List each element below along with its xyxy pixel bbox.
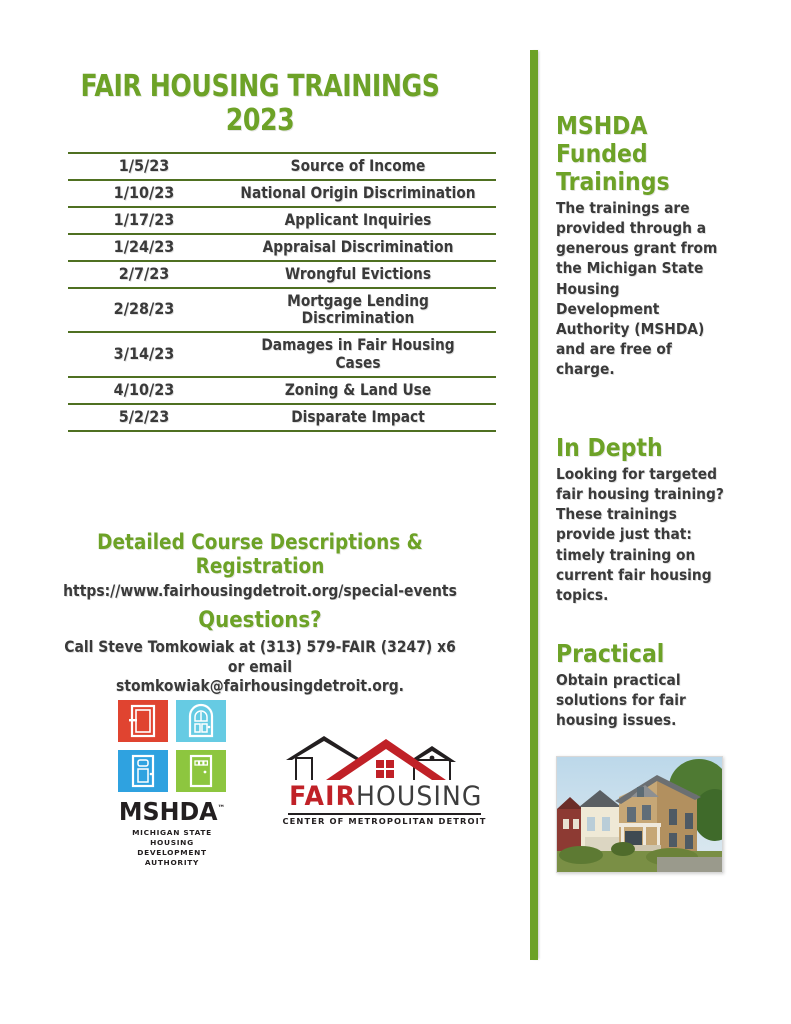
door-tile-blue-icon	[118, 750, 168, 792]
training-topic: Wrongful Evictions	[239, 261, 476, 288]
training-topic: Applicant Inquiries	[239, 207, 476, 234]
training-topic: Appraisal Discrimination	[239, 234, 476, 261]
training-topic: Disparate Impact	[239, 404, 476, 431]
table-bottom-rule-cell	[68, 431, 496, 432]
training-topic: Zoning & Land Use	[239, 377, 476, 404]
table-row	[68, 207, 496, 234]
training-topic: National Origin Discrimination	[239, 180, 476, 207]
table-row	[68, 180, 496, 207]
registration-block	[30, 530, 490, 600]
sidebar-section-in-depth	[556, 434, 746, 605]
table-row	[68, 153, 496, 180]
sidebar-heading-in-depth: In Depth	[556, 433, 663, 462]
table-row	[68, 288, 496, 333]
fair-housing-rooftops-icon	[282, 730, 487, 782]
sidebar-heading-mshda-funded: MSHDA Funded Trainings	[556, 111, 670, 196]
door-tile-cyan-icon	[176, 700, 226, 742]
fair-housing-wordmark	[289, 781, 483, 812]
questions-contact	[60, 637, 460, 696]
training-date: 5/2/23	[76, 404, 213, 431]
door-tile-green-icon	[176, 750, 226, 792]
table-row	[68, 377, 496, 404]
fair-housing-subtitle: CENTER OF METROPOLITAN DETROIT	[282, 816, 487, 826]
fair-housing-logo	[282, 730, 487, 825]
fair-housing-word-housing: HOUSING	[356, 781, 483, 812]
questions-heading: Questions?	[198, 608, 322, 633]
sidebar-section-practical	[556, 640, 746, 730]
sidebar-heading-practical: Practical	[556, 639, 665, 668]
training-date: 4/10/23	[76, 377, 213, 404]
registration-heading: Detailed Course Descriptions & Registration	[97, 530, 423, 579]
door-tile-red-icon	[118, 700, 168, 742]
vertical-divider	[530, 50, 538, 960]
table-row	[68, 261, 496, 288]
mshda-subtitle-line1: MICHIGAN STATE HOUSING	[132, 828, 212, 847]
training-date: 1/24/23	[76, 234, 213, 261]
training-date: 1/17/23	[76, 207, 213, 234]
training-date: 2/7/23	[76, 261, 213, 288]
page-title	[67, 70, 453, 137]
training-date: 2/28/23	[76, 288, 213, 333]
sidebar-section-mshda-funded	[556, 112, 746, 379]
questions-block	[30, 608, 490, 696]
mshda-door-tiles	[113, 700, 231, 792]
training-date: 3/14/23	[76, 332, 213, 377]
house-photo	[556, 756, 723, 873]
fair-housing-word-fair: FAIR	[289, 781, 357, 812]
mshda-subtitle-line2: DEVELOPMENT AUTHORITY	[137, 847, 207, 867]
mshda-logo	[113, 700, 231, 868]
sidebar-body-mshda-funded: The trainings are provided through a generous grant from the Michigan State Housing Development Authority (MSHDA) and are free of charge.	[556, 199, 718, 379]
table-bottom-rule	[68, 431, 496, 432]
mshda-trademark: ™	[217, 803, 226, 813]
questions-contact-email[interactable]: stomkowiak@fairhousingdetroit.org.	[116, 676, 404, 696]
mshda-subtitle	[113, 828, 231, 868]
registration-url[interactable]: https://www.fairhousingdetroit.org/special-events	[63, 581, 457, 601]
training-topic: Mortgage Lending Discrimination	[239, 288, 476, 333]
sidebar-body-practical: Obtain practical solutions for fair housing issues.	[556, 671, 686, 730]
training-topic: Damages in Fair Housing Cases	[239, 332, 476, 377]
questions-contact-line1: Call Steve Tomkowiak at (313) 579-FAIR (3247) x6 or email	[64, 637, 456, 676]
page-title-line2: 2023	[225, 102, 295, 138]
table-row	[68, 234, 496, 261]
training-date: 1/10/23	[76, 180, 213, 207]
fair-housing-divider	[288, 813, 481, 815]
mshda-wordmark	[116, 799, 228, 824]
table-row	[68, 404, 496, 431]
page-title-line1: FAIR HOUSING TRAININGS	[80, 69, 440, 104]
training-topic: Source of Income	[239, 153, 476, 180]
table-row	[68, 332, 496, 377]
mshda-wordmark-text: MSHDA	[118, 797, 218, 826]
training-date: 1/5/23	[76, 153, 213, 180]
training-schedule-table	[68, 152, 496, 432]
sidebar-body-in-depth: Looking for targeted fair housing training? These trainings provide just that: timely training on current fair housing topics.	[556, 465, 724, 604]
